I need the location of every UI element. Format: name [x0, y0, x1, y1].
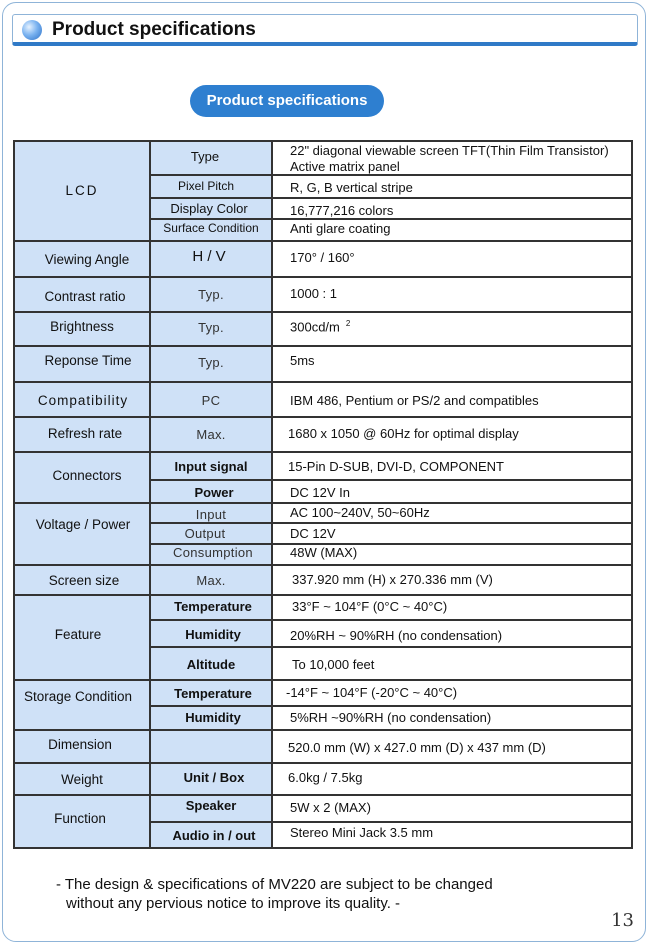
- value-consumption: 48W (MAX): [290, 545, 358, 560]
- sub-display-color: Display Color: [170, 201, 248, 216]
- page-number: 13: [611, 910, 634, 931]
- row-divider: [13, 679, 633, 681]
- row-divider: [13, 240, 633, 242]
- category-weight: Weight: [61, 772, 103, 787]
- footnote-line-2: without any pervious notice to improve its quality. -: [66, 895, 401, 912]
- sub-pc: PC: [201, 393, 221, 408]
- row-divider: [13, 729, 633, 731]
- value-weight: 6.0kg / 7.5kg: [288, 770, 363, 785]
- value-viewing-angle: 170° / 160°: [290, 250, 355, 265]
- subrow-divider: [149, 479, 633, 481]
- row-divider: [13, 311, 633, 313]
- sub-max: Max.: [196, 427, 226, 442]
- value-storage-humidity: 5%RH ~90%RH (no condensation): [290, 710, 492, 725]
- row-divider: [13, 502, 633, 504]
- row-divider: [13, 381, 633, 383]
- sub-h-v: H / V: [192, 248, 226, 265]
- category-refresh-rate: Refresh rate: [47, 426, 123, 441]
- value-type: 22" diagonal viewable screen TFT(Thin Film Transistor) Active matrix panel: [290, 143, 609, 174]
- sub-typ: Typ.: [198, 287, 224, 302]
- sub-speaker: Speaker: [185, 798, 237, 813]
- footnote-line-1: - The design & specifications of MV220 are subject to be changed: [56, 876, 493, 893]
- sub-typ: Typ.: [198, 355, 224, 370]
- value-compatibility: IBM 486, Pentium or PS/2 and compatibles: [290, 393, 539, 408]
- sub-consumption: Consumption: [173, 545, 253, 560]
- category-viewing-angle: Viewing Angle: [44, 252, 130, 267]
- subrow-divider: [149, 821, 633, 823]
- row-divider: [13, 594, 633, 596]
- subrow-divider: [149, 619, 633, 621]
- category-connectors: Connectors: [52, 468, 122, 483]
- row-divider: [13, 564, 633, 566]
- sub-power: Power: [194, 485, 234, 500]
- value-dimension: 520.0 mm (W) x 427.0 mm (D) x 437 mm (D): [288, 740, 546, 755]
- row-divider: [13, 762, 633, 764]
- value-audio: Stereo Mini Jack 3.5 mm: [290, 825, 434, 840]
- subrow-divider: [149, 218, 633, 220]
- category-brightness: Brightness: [50, 319, 114, 334]
- value-speaker: 5W x 2 (MAX): [290, 800, 371, 815]
- category-lcd: LCD: [65, 183, 99, 198]
- category-contrast-ratio: Contrast ratio: [44, 289, 126, 304]
- sub-humidity: Humidity: [185, 710, 241, 725]
- sub-max: Max.: [196, 573, 226, 588]
- value-display-color: 16,777,216 colors: [290, 203, 394, 218]
- row-divider: [13, 276, 633, 278]
- value-humidity: 20%RH ~ 90%RH (no condensation): [290, 628, 503, 643]
- sub-input: Input: [195, 507, 227, 522]
- row-divider: [13, 345, 633, 347]
- value-contrast-ratio: 1000 : 1: [290, 286, 337, 301]
- subrow-divider: [149, 646, 633, 648]
- section-pill: Product specifications: [190, 85, 384, 117]
- value-power: DC 12V In: [290, 485, 350, 500]
- sub-typ: Typ.: [198, 320, 224, 335]
- sub-altitude: Altitude: [186, 657, 236, 672]
- page-title: Product specifications: [52, 19, 256, 40]
- value-response-time: 5ms: [290, 353, 315, 368]
- category-function: Function: [54, 811, 106, 826]
- sub-output: Output: [184, 526, 226, 541]
- category-screen-size: Screen size: [48, 573, 120, 588]
- sub-pixel-pitch: Pixel Pitch: [177, 179, 235, 193]
- category-response-time: Reponse Time: [44, 353, 132, 368]
- sub-input-signal: Input signal: [174, 459, 248, 474]
- sub-temperature: Temperature: [174, 599, 252, 614]
- sub-humidity: Humidity: [185, 627, 241, 642]
- sub-audio: Audio in / out: [172, 828, 256, 843]
- category-dimension: Dimension: [48, 737, 112, 752]
- value-temperature: 33°F ~ 104°F (0°C ~ 40°C): [292, 599, 448, 614]
- sub-surface-condition: Surface Condition: [163, 221, 259, 235]
- value-brightness: 300cd/m $^2$: [290, 319, 351, 335]
- category-voltage-power: Voltage / Power: [35, 517, 131, 532]
- row-divider: [13, 416, 633, 418]
- sub-type: Type: [190, 149, 220, 164]
- category-storage-condition: Storage Condition: [23, 689, 133, 704]
- value-screen-size: 337.920 mm (H) x 270.336 mm (V): [292, 572, 493, 587]
- row-divider: [13, 794, 633, 796]
- sub-unit-box: Unit / Box: [183, 770, 245, 785]
- value-refresh-rate: 1680 x 1050 @ 60Hz for optimal display: [288, 426, 519, 441]
- value-pixel-pitch: R, G, B vertical stripe: [290, 180, 413, 195]
- value-surface-condition: Anti glare coating: [290, 221, 391, 236]
- category-compatibility: Compatibility: [37, 393, 129, 408]
- subrow-divider: [149, 522, 633, 524]
- value-storage-temperature: -14°F ~ 104°F (-20°C ~ 40°C): [286, 685, 458, 700]
- value-input: AC 100~240V, 50~60Hz: [290, 505, 430, 520]
- category-feature: Feature: [54, 627, 102, 642]
- bullet-icon: [22, 20, 42, 40]
- sub-temperature: Temperature: [174, 686, 252, 701]
- value-input-signal: 15-Pin D-SUB, DVI-D, COMPONENT: [288, 459, 504, 474]
- footnote: [56, 875, 493, 913]
- row-divider: [13, 451, 633, 453]
- value-output: DC 12V: [290, 526, 336, 541]
- subrow-divider: [149, 197, 633, 199]
- value-altitude: To 10,000 feet: [292, 657, 375, 672]
- subrow-divider: [149, 705, 633, 707]
